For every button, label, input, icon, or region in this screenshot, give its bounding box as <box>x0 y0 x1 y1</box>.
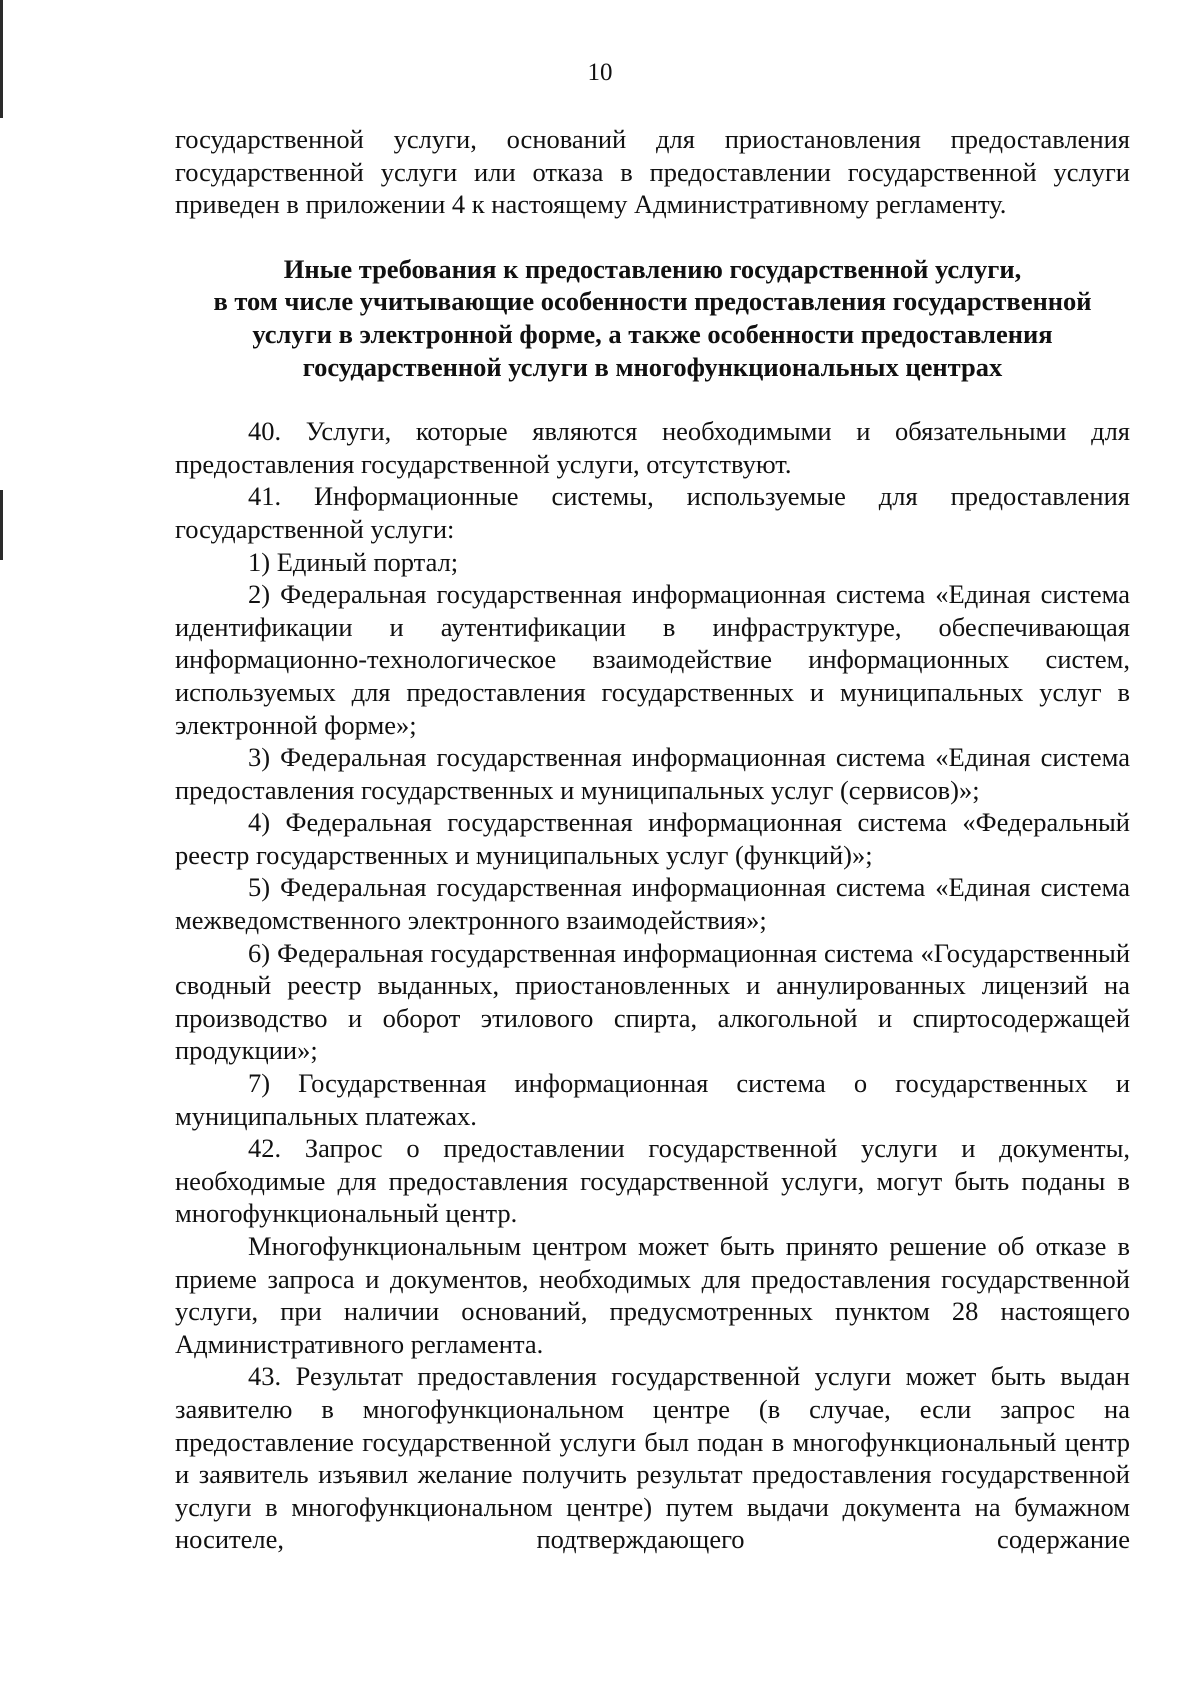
page-number: 10 <box>587 59 613 86</box>
list-item-4: 4) Федеральная государственная информационная система «Федеральный реестр государственных и муниципальных услуг (функций)»; <box>175 807 1130 870</box>
scan-edge-mark <box>0 490 3 560</box>
paragraph-42-continuation: Многофункциональным центром может быть принято решение об отказе в приеме запроса и документов, необходимых для предоставления государственной услуги, при наличии оснований, предусмотренных пунктом 28 настоящего Административного регламента. <box>175 1231 1130 1359</box>
paragraph-42: 42. Запрос о предоставлении государственной услуги и документы, необходимые для предоставления государственной услуги, могут быть поданы в многофункциональный центр. <box>175 1133 1130 1229</box>
paragraph-43: 43. Результат предоставления государственной услуги может быть выдан заявителю в многофункциональном центре (в случае, если запрос на предоставление государственной услуги был подан в многофункциональный центр и заявитель изъявил желание получить результат предоставления государственной услуги в многофункциональном центре) путем выдачи документа на бумажном носителе, подтверждающего содержание <box>175 1361 1130 1555</box>
list-item-2: 2) Федеральная государственная информационная система «Единая система идентификации и аутентификации в инфраструктуре, обеспечивающая информационно-технологическое взаимодействие информационных систем, используемых для предоставления государственных и муниципальных услуг в электронной форме»; <box>175 579 1130 740</box>
heading-line: государственной услуги в многофункциональных центрах <box>302 351 1003 382</box>
list-item-3: 3) Федеральная государственная информационная система «Единая система предоставления государственных и муниципальных услуг (сервисов)»; <box>175 742 1130 805</box>
list-item-1: 1) Единый портал; <box>248 546 459 577</box>
heading-line: услуги в электронной форме, а также особенности предоставления <box>252 318 1053 349</box>
section-heading <box>175 253 1130 383</box>
heading-line: в том числе учитывающие особенности предоставления государственной <box>213 286 1092 317</box>
list-item-6: 6) Федеральная государственная информационная система «Государственный сводный реестр выданных, приостановленных и аннулированных лицензий на производство и оборот этилового спирта, алкогольной и спиртосодержащей продукции»; <box>175 937 1130 1066</box>
intro-paragraph: государственной услуги, оснований для приостановления предоставления государственной услуги или отказа в предоставлении государственной услуги приведен в приложении 4 к настоящему Административному регламенту. <box>175 124 1130 220</box>
list-item-7: 7) Государственная информационная система о государственных и муниципальных платежах. <box>175 1068 1130 1131</box>
document-body <box>175 123 1130 1556</box>
heading-line: Иные требования к предоставлению государственной услуги, <box>283 253 1022 284</box>
list-item-5: 5) Федеральная государственная информационная система «Единая система межведомственного электронного взаимодействия»; <box>175 872 1130 936</box>
paragraph-40: 40. Услуги, которые являются необходимыми и обязательными для предоставления государственной услуги, отсутствуют. <box>175 416 1130 479</box>
paragraph-41: 41. Информационные системы, используемые для предоставления государственной услуги: <box>175 481 1130 544</box>
